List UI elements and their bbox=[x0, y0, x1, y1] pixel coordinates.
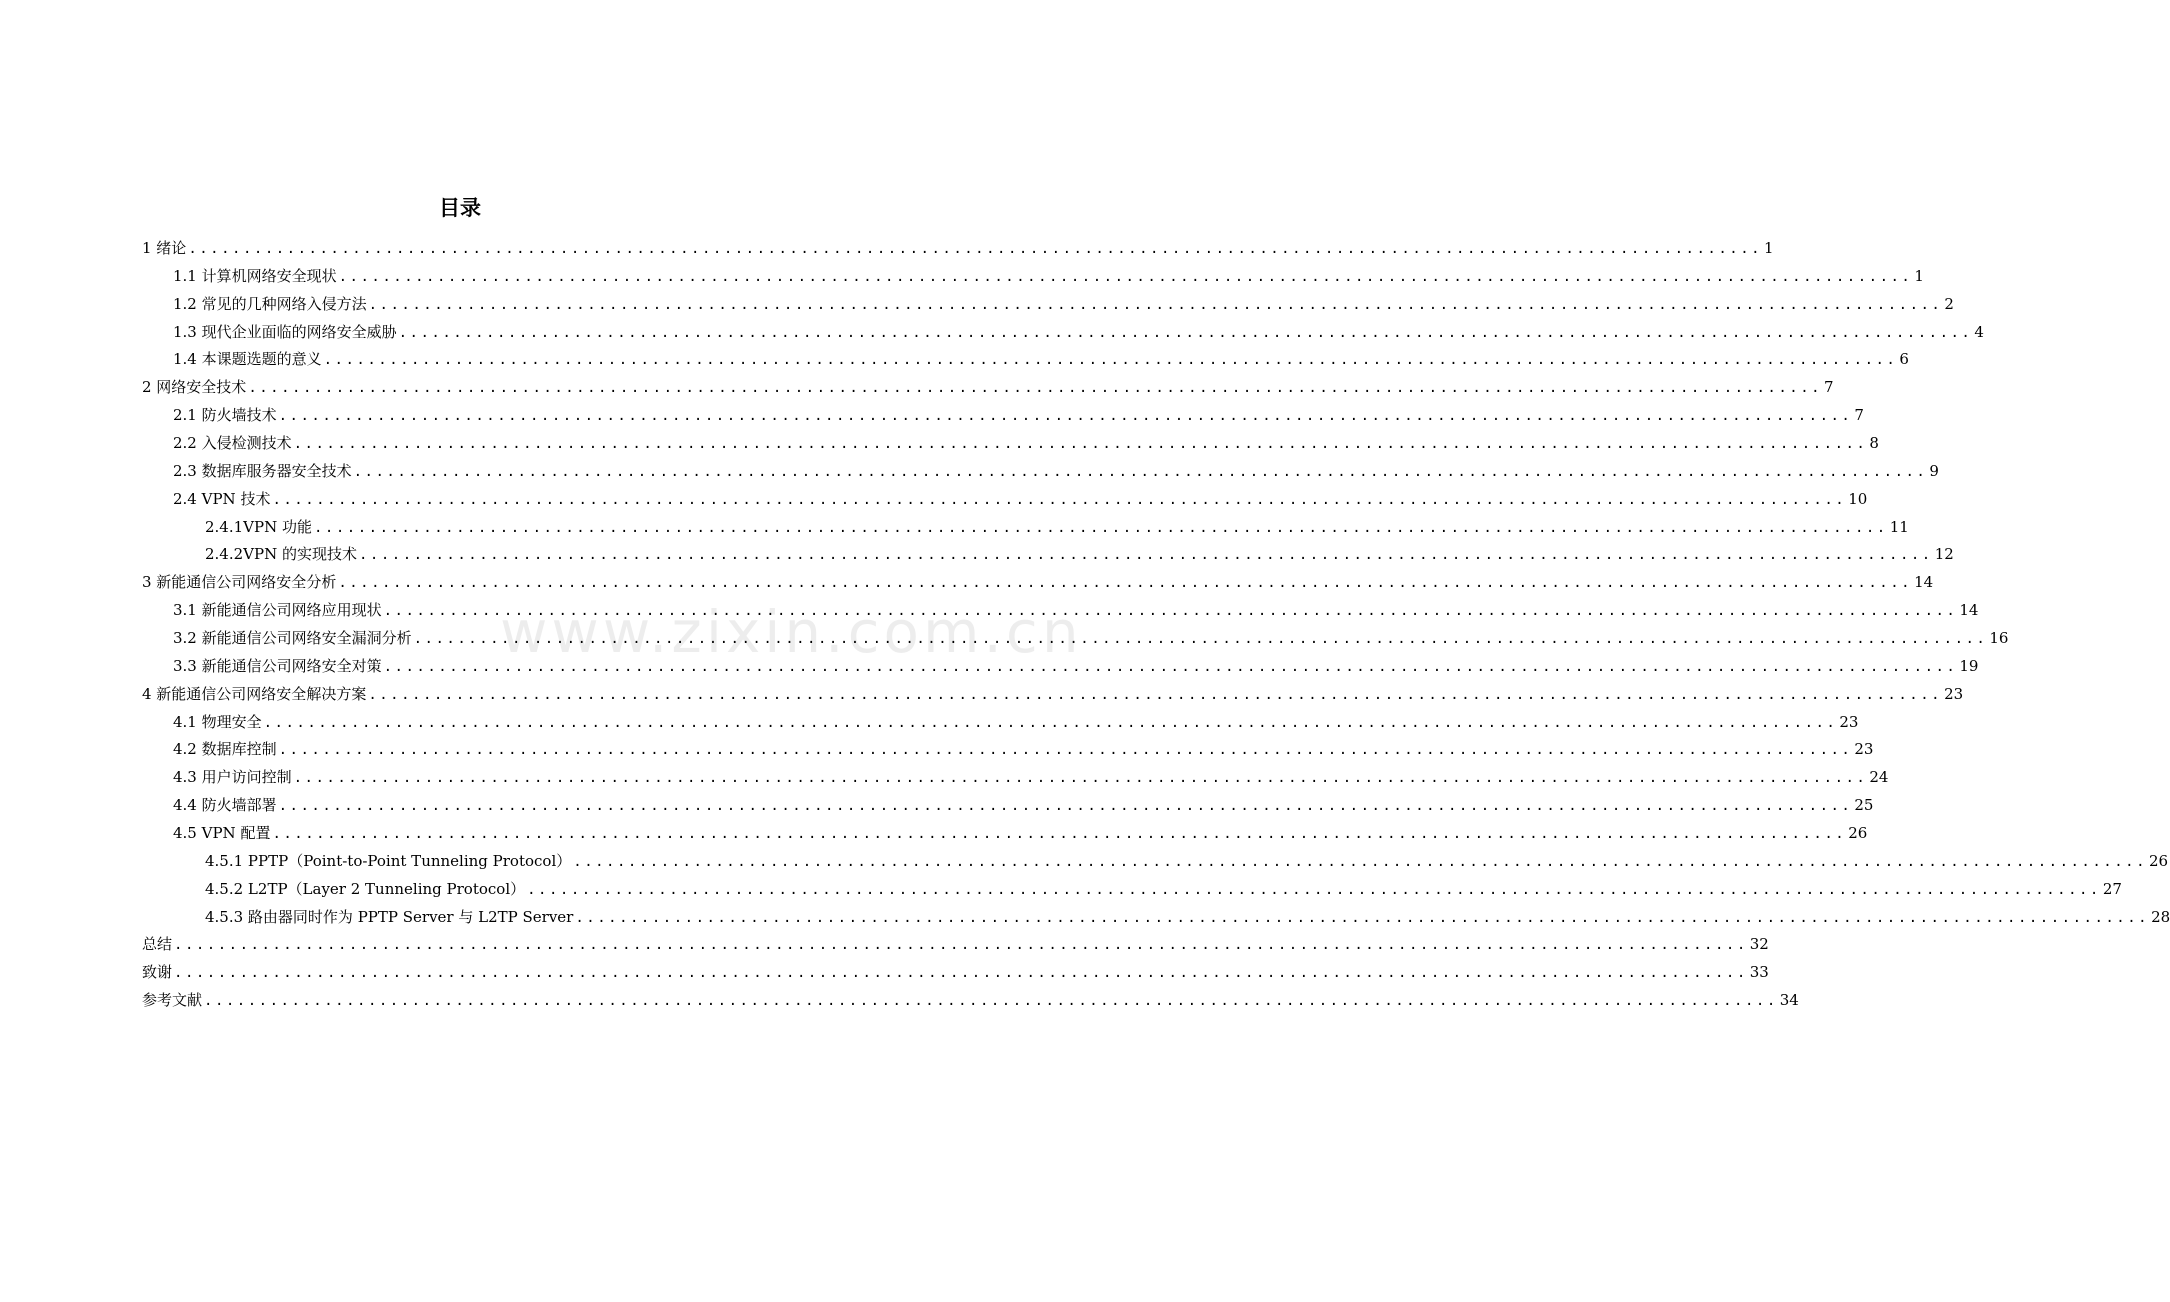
toc-entry[interactable] bbox=[142, 931, 1769, 959]
toc-entry[interactable] bbox=[142, 904, 2170, 932]
toc-page-number: 23 bbox=[1944, 684, 1964, 703]
toc-page-number: 12 bbox=[1934, 545, 1954, 564]
toc-page-number: 7 bbox=[1854, 406, 1864, 425]
toc-entry[interactable] bbox=[142, 263, 1924, 291]
toc-page-number: 27 bbox=[2102, 879, 2122, 898]
toc-dot-leader bbox=[294, 431, 1868, 459]
toc-dot-leader bbox=[264, 710, 1838, 738]
toc-dot-leader bbox=[399, 320, 1973, 348]
toc-entry[interactable] bbox=[142, 346, 1909, 374]
toc-entry-label: 4.5.1 PPTP（Point-to-Point Tunneling Protocol） bbox=[205, 851, 572, 870]
toc-entry-label: 参考文献 bbox=[142, 991, 203, 1010]
toc-entry-label: 1.1 计算机网络安全现状 bbox=[173, 266, 337, 285]
toc-entry-label: 3 新能通信公司网络安全分析 bbox=[142, 573, 337, 592]
toc-dot-leader bbox=[575, 905, 2149, 933]
toc-entry-label: 致谢 bbox=[142, 963, 173, 982]
toc-entry-label: 2.4.1VPN 功能 bbox=[205, 517, 312, 536]
toc-dot-leader bbox=[294, 765, 1868, 793]
toc-dot-leader bbox=[354, 459, 1928, 487]
toc-entry-label: 3.2 新能通信公司网络安全漏洞分析 bbox=[173, 629, 412, 648]
toc-dot-leader bbox=[279, 403, 1853, 431]
toc-dot-leader bbox=[272, 487, 1846, 515]
toc-page-number: 4 bbox=[1974, 322, 1984, 341]
watermark-text: www.zixin.com.cn bbox=[500, 598, 1083, 666]
toc-entry-label: 4.5.2 L2TP（Layer 2 Tunneling Protocol） bbox=[205, 879, 526, 898]
toc-entry[interactable] bbox=[142, 625, 2009, 653]
toc-page-number: 1 bbox=[1764, 239, 1774, 257]
toc-page-number: 7 bbox=[1824, 378, 1834, 397]
toc-entry-label: 4.5 VPN 配置 bbox=[173, 824, 271, 843]
toc-entry[interactable] bbox=[142, 820, 1868, 848]
table-of-contents bbox=[142, 235, 2170, 1015]
toc-dot-leader bbox=[338, 570, 1912, 598]
toc-page-number: 28 bbox=[2151, 907, 2170, 926]
toc-dot-leader bbox=[369, 292, 1943, 320]
toc-entry[interactable] bbox=[142, 709, 1859, 737]
toc-entry[interactable] bbox=[142, 486, 1868, 514]
toc-entry-label: 1.2 常见的几种网络入侵方法 bbox=[173, 294, 367, 313]
toc-dot-leader bbox=[279, 737, 1853, 765]
toc-entry-label: 4.3 用户访问控制 bbox=[173, 768, 292, 787]
toc-page-number: 8 bbox=[1869, 434, 1879, 453]
toc-entry-label: 3.1 新能通信公司网络应用现状 bbox=[173, 601, 382, 620]
toc-page-number: 32 bbox=[1749, 935, 1769, 954]
toc-entry-label: 1.3 现代企业面临的网络安全威胁 bbox=[173, 322, 397, 341]
toc-dot-leader bbox=[174, 960, 1748, 988]
toc-entry[interactable] bbox=[142, 792, 1874, 820]
toc-page-number: 23 bbox=[1839, 712, 1859, 731]
toc-entry-label: 4 新能通信公司网络安全解决方案 bbox=[142, 684, 367, 703]
toc-page-number: 9 bbox=[1929, 461, 1939, 480]
toc-entry[interactable] bbox=[142, 541, 1954, 569]
toc-dot-leader bbox=[248, 375, 1822, 403]
toc-page-number: 14 bbox=[1959, 601, 1979, 620]
toc-dot-leader bbox=[174, 932, 1748, 960]
toc-entry-label: 2.1 防火墙技术 bbox=[173, 406, 277, 425]
toc-page-number: 24 bbox=[1869, 768, 1889, 787]
toc-entry[interactable] bbox=[142, 681, 1964, 709]
toc-page-number: 19 bbox=[1959, 656, 1979, 675]
toc-page-number: 23 bbox=[1854, 740, 1874, 759]
toc-page-number: 25 bbox=[1854, 796, 1874, 815]
toc-entry[interactable] bbox=[142, 291, 1954, 319]
toc-dot-leader bbox=[573, 849, 2147, 877]
toc-entry[interactable] bbox=[142, 458, 1939, 486]
toc-entry[interactable] bbox=[142, 848, 2169, 876]
toc-entry[interactable] bbox=[142, 402, 1864, 430]
toc-entry-label: 4.1 物理安全 bbox=[173, 712, 262, 731]
toc-entry[interactable] bbox=[142, 959, 1769, 987]
toc-page-number: 26 bbox=[1848, 824, 1868, 843]
toc-entry[interactable] bbox=[142, 736, 1874, 764]
toc-page-number: 1 bbox=[1914, 266, 1924, 285]
toc-dot-leader bbox=[279, 793, 1853, 821]
toc-entry[interactable] bbox=[142, 876, 2122, 904]
toc-entry-label: 4.5.3 路由器同时作为 PPTP Server 与 L2TP Server bbox=[205, 907, 574, 926]
toc-entry[interactable] bbox=[142, 430, 1879, 458]
toc-dot-leader bbox=[188, 236, 1762, 264]
toc-entry-label: 1 绪论 bbox=[142, 239, 187, 257]
toc-page-number: 16 bbox=[1989, 629, 2009, 648]
toc-dot-leader bbox=[414, 626, 1988, 654]
toc-entry-label: 2.4.2VPN 的实现技术 bbox=[205, 545, 357, 564]
toc-page-number: 11 bbox=[1889, 517, 1909, 536]
toc-entry-label: 4.2 数据库控制 bbox=[173, 740, 277, 759]
toc-entry-label: 2 网络安全技术 bbox=[142, 378, 247, 397]
toc-dot-leader bbox=[359, 542, 1933, 570]
toc-dot-leader bbox=[339, 264, 1913, 292]
toc-page-number: 26 bbox=[2149, 851, 2169, 870]
toc-page-number: 14 bbox=[1914, 573, 1934, 592]
toc-page-number: 10 bbox=[1848, 489, 1868, 508]
toc-entry-label: 总结 bbox=[142, 935, 173, 954]
toc-entry[interactable] bbox=[142, 597, 1979, 625]
toc-heading: 目录 bbox=[439, 196, 481, 220]
toc-entry[interactable] bbox=[142, 569, 1934, 597]
toc-entry[interactable] bbox=[142, 235, 1774, 263]
toc-entry[interactable] bbox=[142, 374, 1834, 402]
toc-page-number: 34 bbox=[1779, 991, 1799, 1010]
toc-entry[interactable] bbox=[142, 653, 1979, 681]
toc-entry[interactable] bbox=[142, 764, 1889, 792]
toc-page-number: 33 bbox=[1749, 963, 1769, 982]
toc-dot-leader bbox=[324, 347, 1898, 375]
toc-entry-label: 1.4 本课题选题的意义 bbox=[173, 350, 322, 369]
toc-entry[interactable] bbox=[142, 514, 1909, 542]
toc-page-number: 2 bbox=[1944, 294, 1954, 313]
toc-entry[interactable] bbox=[142, 319, 1984, 347]
toc-entry-label: 2.2 入侵检测技术 bbox=[173, 434, 292, 453]
toc-dot-leader bbox=[527, 877, 2101, 905]
toc-page-number: 6 bbox=[1899, 350, 1909, 369]
toc-entry-label: 3.3 新能通信公司网络安全对策 bbox=[173, 656, 382, 675]
toc-dot-leader bbox=[272, 821, 1846, 849]
toc-dot-leader bbox=[384, 598, 1958, 626]
toc-entry-label: 4.4 防火墙部署 bbox=[173, 796, 277, 815]
toc-dot-leader bbox=[204, 988, 1778, 1016]
toc-entry-label: 2.3 数据库服务器安全技术 bbox=[173, 461, 352, 480]
toc-dot-leader bbox=[368, 682, 1942, 710]
toc-dot-leader bbox=[384, 654, 1958, 682]
toc-entry[interactable] bbox=[142, 987, 1799, 1015]
toc-entry-label: 2.4 VPN 技术 bbox=[173, 489, 271, 508]
toc-dot-leader bbox=[314, 515, 1888, 543]
